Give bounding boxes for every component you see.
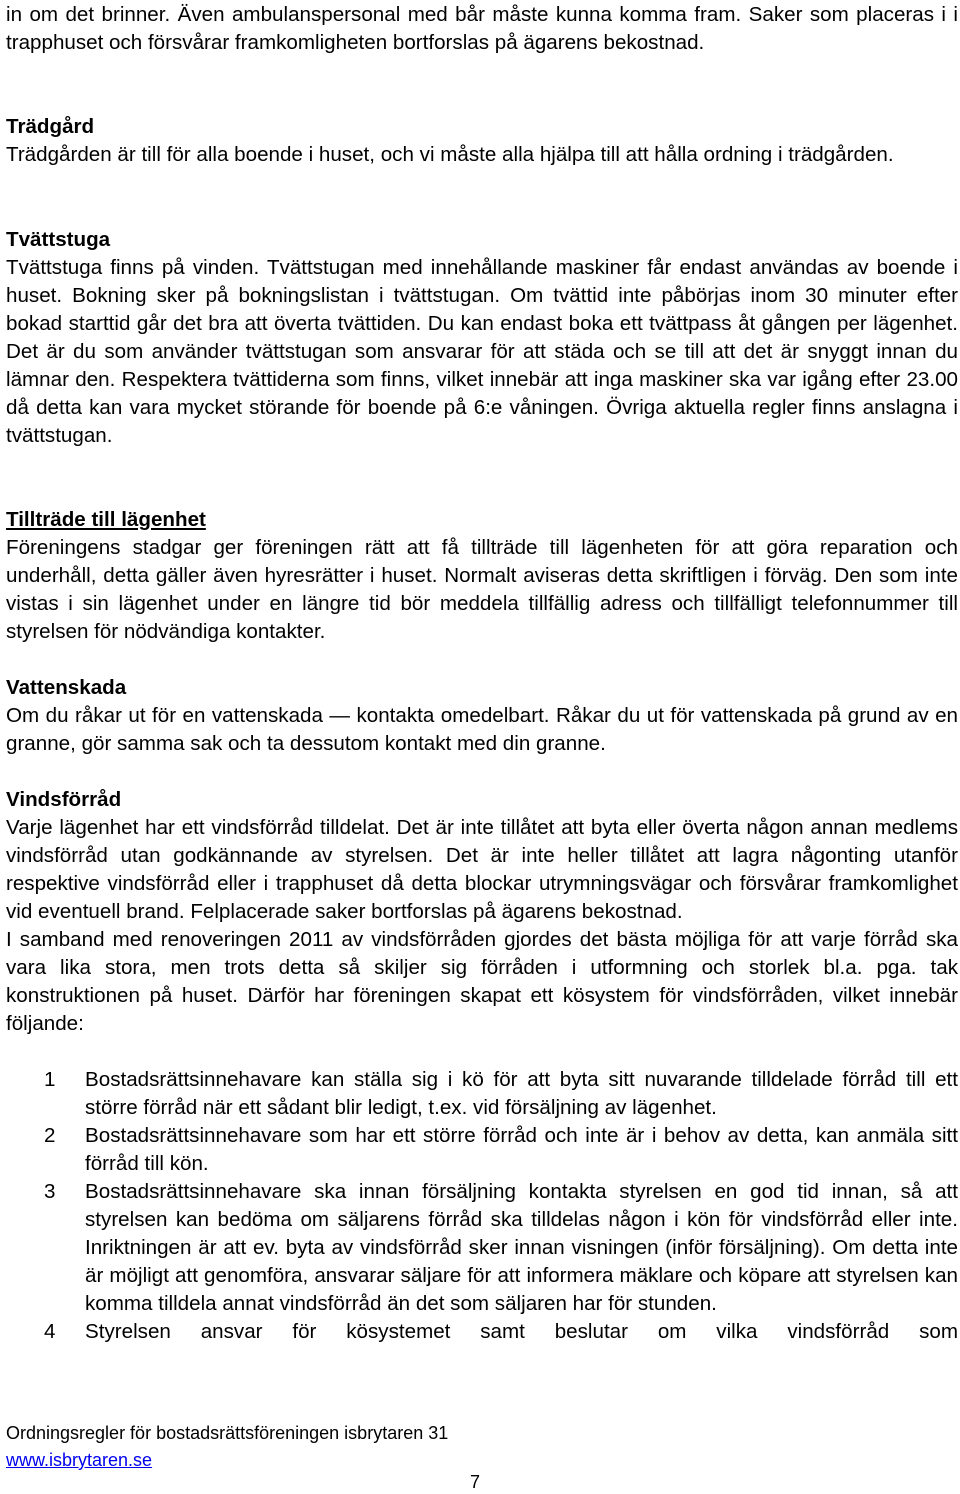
- footer-title: Ordningsregler för bostadsrättsföreningen isbrytaren 31: [6, 1423, 449, 1443]
- list-item-number: 4: [44, 1320, 56, 1343]
- section-tvattstuga: [6, 226, 958, 450]
- list-item-text: Bostadsrättsinnehavare kan ställa sig i kö för att byta sitt nuvarande tilldelade förråd till ett större förråd när ett sådant blir ledigt, t.ex. vid försäljning av lägenhet.: [85, 1068, 958, 1119]
- section-text: Varje lägenhet har ett vindsförråd tilldelat. Det är inte tillåtet att byta eller överta någon annan medlems vindsförråd utan godkännande av styrelsen. Det är inte heller tillåtet att lagra någonting utanför respektive vindsförråd eller i trapphuset då detta blockar utrymningsvägar och försvårar framkomlighet vid eventuell brand. Felplacerade saker bortforslas på ägarens bekostnad.: [6, 816, 958, 923]
- section-text: Tvättstuga finns på vinden. Tvättstugan med innehållande maskiner får endast användas av boende i huset. Bokning sker på bokningslistan i tvättstugan. Om tvättid inte påbörjas inom 30 minuter efter bokad starttid går det bra att överta tvättiden. Du kan endast boka ett tvättpass åt gången per lägenhet. Det är du som använder tvättstugan som ansvarar för att städa och se till att det är snyggt innan du lämnar den. Respektera tvättiderna som finns, vilket innebär att inga maskiner ska var igång efter 23.00 då detta kan vara mycket störande för boende på 6:e våningen. Övriga aktuella regler finns anslagna i tvättstugan.: [6, 256, 958, 447]
- section-vattenskada: [6, 674, 958, 758]
- list-item-number: 2: [44, 1124, 56, 1147]
- list-item-number: 3: [44, 1180, 56, 1203]
- website-link[interactable]: www.isbrytaren.se: [6, 1450, 153, 1470]
- footer-link-wrap: [6, 1449, 152, 1471]
- section-heading: Vattenskada: [6, 676, 127, 699]
- section-text: Föreningens stadgar ger föreningen rätt att få tillträde till lägenheten för att göra reparation och underhåll, detta gäller även hyresrätter i huset. Normalt aviseras detta skriftligen i förväg. Den som inte vistas i sin lägenhet under en längre tid bör meddela tillfällig adress och tillfälligt telefonnummer till styrelsen för nödvändiga kontakter.: [6, 536, 958, 643]
- section-text: Om du råkar ut för en vattenskada — kontakta omedelbart. Råkar du ut för vattenskada på grund av en granne, gör samma sak och ta dessutom kontakt med din granne.: [6, 704, 958, 755]
- section-text: I samband med renoveringen 2011 av vindsförråden gjordes det bästa möjliga för att varje förråd ska vara lika stora, men trots detta så skiljer sig förråden i utformning och storlek bl.a. pga. tak konstruktionen på huset. Därför har föreningen skapat ett kösystem för vindsförråden, vilket innebär följande:: [6, 928, 958, 1035]
- page-number: 7: [470, 1472, 481, 1492]
- section-heading: Tvättstuga: [6, 228, 111, 251]
- section-heading: Tillträde till lägenhet: [6, 508, 206, 531]
- section-vindsforrad: [6, 786, 958, 1038]
- section-tilltrade: [6, 506, 958, 646]
- list-item: [6, 1122, 958, 1178]
- section-tradgard: [6, 113, 958, 169]
- list-item-text: Styrelsen ansvar för kösystemet samt beslutar om vilka vindsförråd som: [85, 1320, 958, 1343]
- list-item-text: Bostadsrättsinnehavare ska innan försäljning kontakta styrelsen en god tid innan, så att styrelsen kan bedöma om säljarens förråd ska tilldelas någon i kön för vindsförråd eller inte. Inriktningen är att ev. byta av vindsförråd sker innan visningen (inför försäljning). Om detta inte är möjligt att genomföra, ansvarar säljare för att informera mäklare och köpare att styrelsen kan komma tilldela annat vindsförråd än det som säljaren har för stunden.: [85, 1180, 958, 1315]
- section-heading: Trädgård: [6, 115, 95, 138]
- list-item-number: 1: [44, 1068, 56, 1091]
- intro-paragraph: in om det brinner. Även ambulanspersonal med bår måste kunna komma fram. Saker som placeras i i trapphuset och försvårar framkomligheten bortforslas på ägarens bekostnad.: [6, 3, 958, 54]
- list-item: [6, 1178, 958, 1318]
- list-item: [6, 1066, 958, 1122]
- list-item: [6, 1318, 958, 1346]
- section-text: Trädgården är till för alla boende i huset, och vi måste alla hjälpa till att hålla ordning i trädgården.: [6, 143, 894, 166]
- section-heading: Vindsförråd: [6, 788, 122, 811]
- list-item-text: Bostadsrättsinnehavare som har ett större förråd och inte är i behov av detta, kan anmäla sitt förråd till kön.: [85, 1124, 958, 1175]
- numbered-list: [6, 1066, 958, 1346]
